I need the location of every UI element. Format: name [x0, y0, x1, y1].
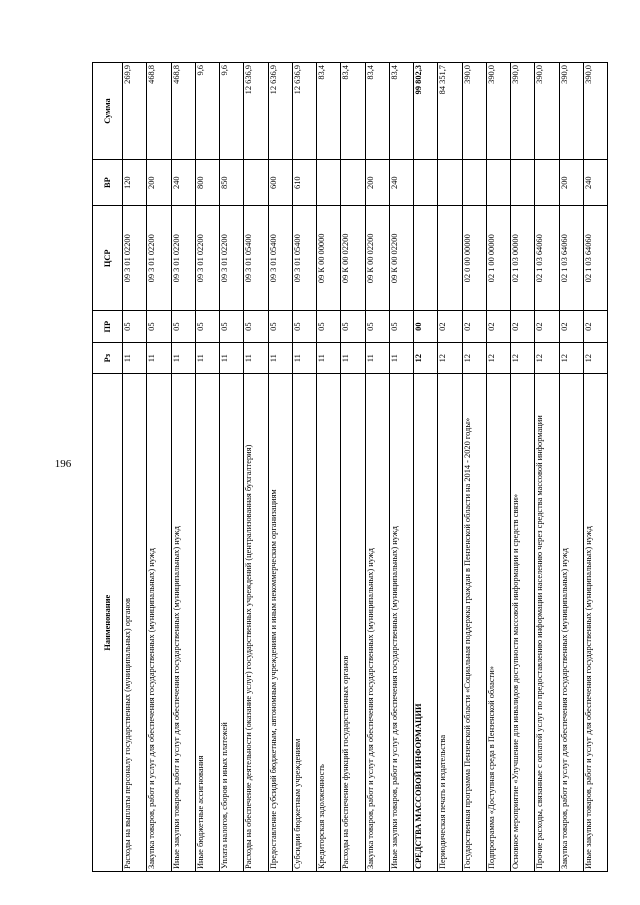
cell-vr: 200 — [365, 160, 389, 206]
cell-pr: 05 — [220, 311, 244, 343]
cell-sum: 390,0 — [486, 63, 510, 160]
budget-table — [92, 62, 608, 872]
cell-sum: 99 802,3 — [414, 63, 438, 160]
cell-csr: 09 3 01 02200 — [171, 206, 195, 311]
header-sum: Сумма — [93, 63, 123, 160]
cell-csr: 09 3 01 05400 — [244, 206, 268, 311]
cell-csr: 02 1 03 64060 — [535, 206, 559, 311]
cell-pr: 05 — [147, 311, 171, 343]
cell-sum: 9,6 — [220, 63, 244, 160]
cell-csr: 02 1 03 64060 — [583, 206, 607, 311]
header-pr: ПР — [93, 311, 123, 343]
cell-pr: 02 — [511, 311, 535, 343]
cell-vr: 120 — [123, 160, 147, 206]
cell-csr: 02 0 00 00000 — [462, 206, 486, 311]
cell-sum: 468,8 — [171, 63, 195, 160]
cell-pr: 02 — [438, 311, 462, 343]
cell-rz: 12 — [414, 342, 438, 374]
cell-name: Расходы на выплаты персоналу государственных (муниципальных) органов — [123, 374, 147, 872]
cell-vr — [414, 160, 438, 206]
cell-rz: 11 — [341, 342, 365, 374]
table-row — [486, 63, 510, 872]
table-row — [365, 63, 389, 872]
cell-vr: 240 — [583, 160, 607, 206]
page-number: 196 — [54, 458, 72, 470]
cell-pr: 05 — [389, 311, 413, 343]
table-row — [511, 63, 535, 872]
cell-pr: 05 — [195, 311, 219, 343]
cell-name: Уплата налогов, сборов и иных платежей — [220, 374, 244, 872]
cell-pr: 00 — [414, 311, 438, 343]
cell-sum: 12 636,9 — [268, 63, 292, 160]
cell-name: Предоставление субсидий бюджетным, автономным учреждениям и иным некоммерческим организациям — [268, 374, 292, 872]
cell-rz: 12 — [486, 342, 510, 374]
cell-vr: 240 — [171, 160, 195, 206]
rotated-page — [92, 62, 608, 872]
cell-name: Прочие расходы, связанные с оплатой услуг по предоставлению информации населению через средства массовой информации — [535, 374, 559, 872]
cell-pr: 05 — [341, 311, 365, 343]
table-row — [147, 63, 171, 872]
cell-name: СРЕДСТВА МАССОВОЙ ИНФОРМАЦИИ — [414, 374, 438, 872]
table-row — [341, 63, 365, 872]
header-name: Наименование — [93, 374, 123, 872]
cell-vr: 850 — [220, 160, 244, 206]
cell-vr — [462, 160, 486, 206]
cell-name: Подпрограмма «Доступная среда в Пензенской области» — [486, 374, 510, 872]
cell-name: Закупка товаров, работ и услуг для обеспечения государственных (муниципальных) нужд — [147, 374, 171, 872]
header-vr: ВР — [93, 160, 123, 206]
cell-vr — [486, 160, 510, 206]
table-row — [559, 63, 583, 872]
cell-rz: 11 — [220, 342, 244, 374]
cell-pr: 05 — [244, 311, 268, 343]
cell-csr: 09 К 00 02200 — [389, 206, 413, 311]
cell-vr — [244, 160, 268, 206]
cell-pr: 05 — [123, 311, 147, 343]
table-row — [317, 63, 341, 872]
cell-name: Расходы на обеспечение функций государственных органов — [341, 374, 365, 872]
cell-csr: 09 3 01 02200 — [220, 206, 244, 311]
cell-vr: 610 — [292, 160, 316, 206]
cell-sum: 390,0 — [559, 63, 583, 160]
cell-vr — [535, 160, 559, 206]
table-row — [389, 63, 413, 872]
table-body — [123, 63, 608, 872]
cell-sum: 12 636,9 — [244, 63, 268, 160]
cell-pr: 02 — [535, 311, 559, 343]
cell-rz: 11 — [365, 342, 389, 374]
cell-sum: 269,9 — [123, 63, 147, 160]
cell-name: Периодическая печать и издательства — [438, 374, 462, 872]
cell-name: Кредиторская задолженность — [317, 374, 341, 872]
cell-csr: 09 К 00 02200 — [365, 206, 389, 311]
cell-sum: 390,0 — [511, 63, 535, 160]
header-rz: Рз — [93, 342, 123, 374]
cell-name: Расходы на обеспечение деятельности (оказание услуг) государственных учреждений (централизованная бухгалтерия) — [244, 374, 268, 872]
cell-rz: 12 — [559, 342, 583, 374]
cell-sum: 9,6 — [195, 63, 219, 160]
table-row — [195, 63, 219, 872]
cell-vr: 200 — [559, 160, 583, 206]
table-row — [462, 63, 486, 872]
cell-rz: 12 — [462, 342, 486, 374]
cell-rz: 11 — [171, 342, 195, 374]
cell-sum: 84 351,7 — [438, 63, 462, 160]
cell-sum: 390,0 — [462, 63, 486, 160]
table-row — [535, 63, 559, 872]
table-row — [220, 63, 244, 872]
cell-sum: 83,4 — [365, 63, 389, 160]
cell-vr — [511, 160, 535, 206]
cell-rz: 12 — [511, 342, 535, 374]
table-row — [438, 63, 462, 872]
cell-name: Государственная программа Пензенской области «Социальная поддержка граждан в Пензенской области на 2014 - 2020 годы» — [462, 374, 486, 872]
header-row — [93, 63, 123, 872]
cell-name: Иные закупки товаров, работ и услуг для обеспечения государственных (муниципальных) нужд — [583, 374, 607, 872]
cell-csr — [438, 206, 462, 311]
cell-sum: 83,4 — [317, 63, 341, 160]
cell-pr: 02 — [559, 311, 583, 343]
table-row — [268, 63, 292, 872]
cell-rz: 11 — [317, 342, 341, 374]
cell-pr: 05 — [171, 311, 195, 343]
cell-pr: 02 — [583, 311, 607, 343]
cell-rz: 12 — [583, 342, 607, 374]
cell-csr: 09 3 01 02200 — [195, 206, 219, 311]
cell-vr — [341, 160, 365, 206]
cell-csr: 09 3 01 05400 — [292, 206, 316, 311]
cell-sum: 390,0 — [583, 63, 607, 160]
cell-pr: 05 — [365, 311, 389, 343]
cell-rz: 11 — [389, 342, 413, 374]
header-csr: ЦСР — [93, 206, 123, 311]
cell-sum: 390,0 — [535, 63, 559, 160]
cell-csr: 09 3 01 05400 — [268, 206, 292, 311]
cell-vr: 600 — [268, 160, 292, 206]
cell-pr: 02 — [486, 311, 510, 343]
table-row — [244, 63, 268, 872]
table-row — [583, 63, 607, 872]
cell-pr: 05 — [317, 311, 341, 343]
cell-sum: 468,8 — [147, 63, 171, 160]
cell-csr: 02 1 03 00000 — [511, 206, 535, 311]
cell-csr: 09 К 00 02200 — [341, 206, 365, 311]
cell-name: Закупка товаров, работ и услуг для обеспечения государственных (муниципальных) нужд — [365, 374, 389, 872]
cell-name: Основное мероприятие «Улучшение для инвалидов доступности массовой информации и средств связи» — [511, 374, 535, 872]
cell-rz: 11 — [123, 342, 147, 374]
cell-rz: 11 — [292, 342, 316, 374]
table-row — [171, 63, 195, 872]
cell-rz: 11 — [244, 342, 268, 374]
cell-pr: 02 — [462, 311, 486, 343]
cell-sum: 83,4 — [341, 63, 365, 160]
cell-pr: 05 — [268, 311, 292, 343]
table-row — [414, 63, 438, 872]
cell-vr — [317, 160, 341, 206]
cell-sum: 12 636,9 — [292, 63, 316, 160]
cell-csr: 09 3 01 02200 — [123, 206, 147, 311]
cell-vr — [438, 160, 462, 206]
table-row — [292, 63, 316, 872]
cell-csr: 02 1 00 00000 — [486, 206, 510, 311]
cell-name: Субсидии бюджетным учреждениям — [292, 374, 316, 872]
cell-vr: 800 — [195, 160, 219, 206]
cell-pr: 05 — [292, 311, 316, 343]
cell-csr: 02 1 03 64060 — [559, 206, 583, 311]
cell-name: Иные закупки товаров, работ и услуг для обеспечения государственных (муниципальных) нужд — [171, 374, 195, 872]
cell-name: Закупка товаров, работ и услуг для обеспечения государственных (муниципальных) нужд — [559, 374, 583, 872]
cell-rz: 11 — [195, 342, 219, 374]
cell-name: Иные бюджетные ассигнования — [195, 374, 219, 872]
cell-rz: 12 — [535, 342, 559, 374]
cell-sum: 83,4 — [389, 63, 413, 160]
table-row — [123, 63, 147, 872]
cell-csr: 09 К 00 00000 — [317, 206, 341, 311]
cell-rz: 12 — [438, 342, 462, 374]
cell-rz: 11 — [147, 342, 171, 374]
cell-rz: 11 — [268, 342, 292, 374]
cell-vr: 200 — [147, 160, 171, 206]
cell-csr: 09 3 01 02200 — [147, 206, 171, 311]
cell-vr: 240 — [389, 160, 413, 206]
cell-csr — [414, 206, 438, 311]
cell-name: Иные закупки товаров, работ и услуг для обеспечения государственных (муниципальных) нужд — [389, 374, 413, 872]
